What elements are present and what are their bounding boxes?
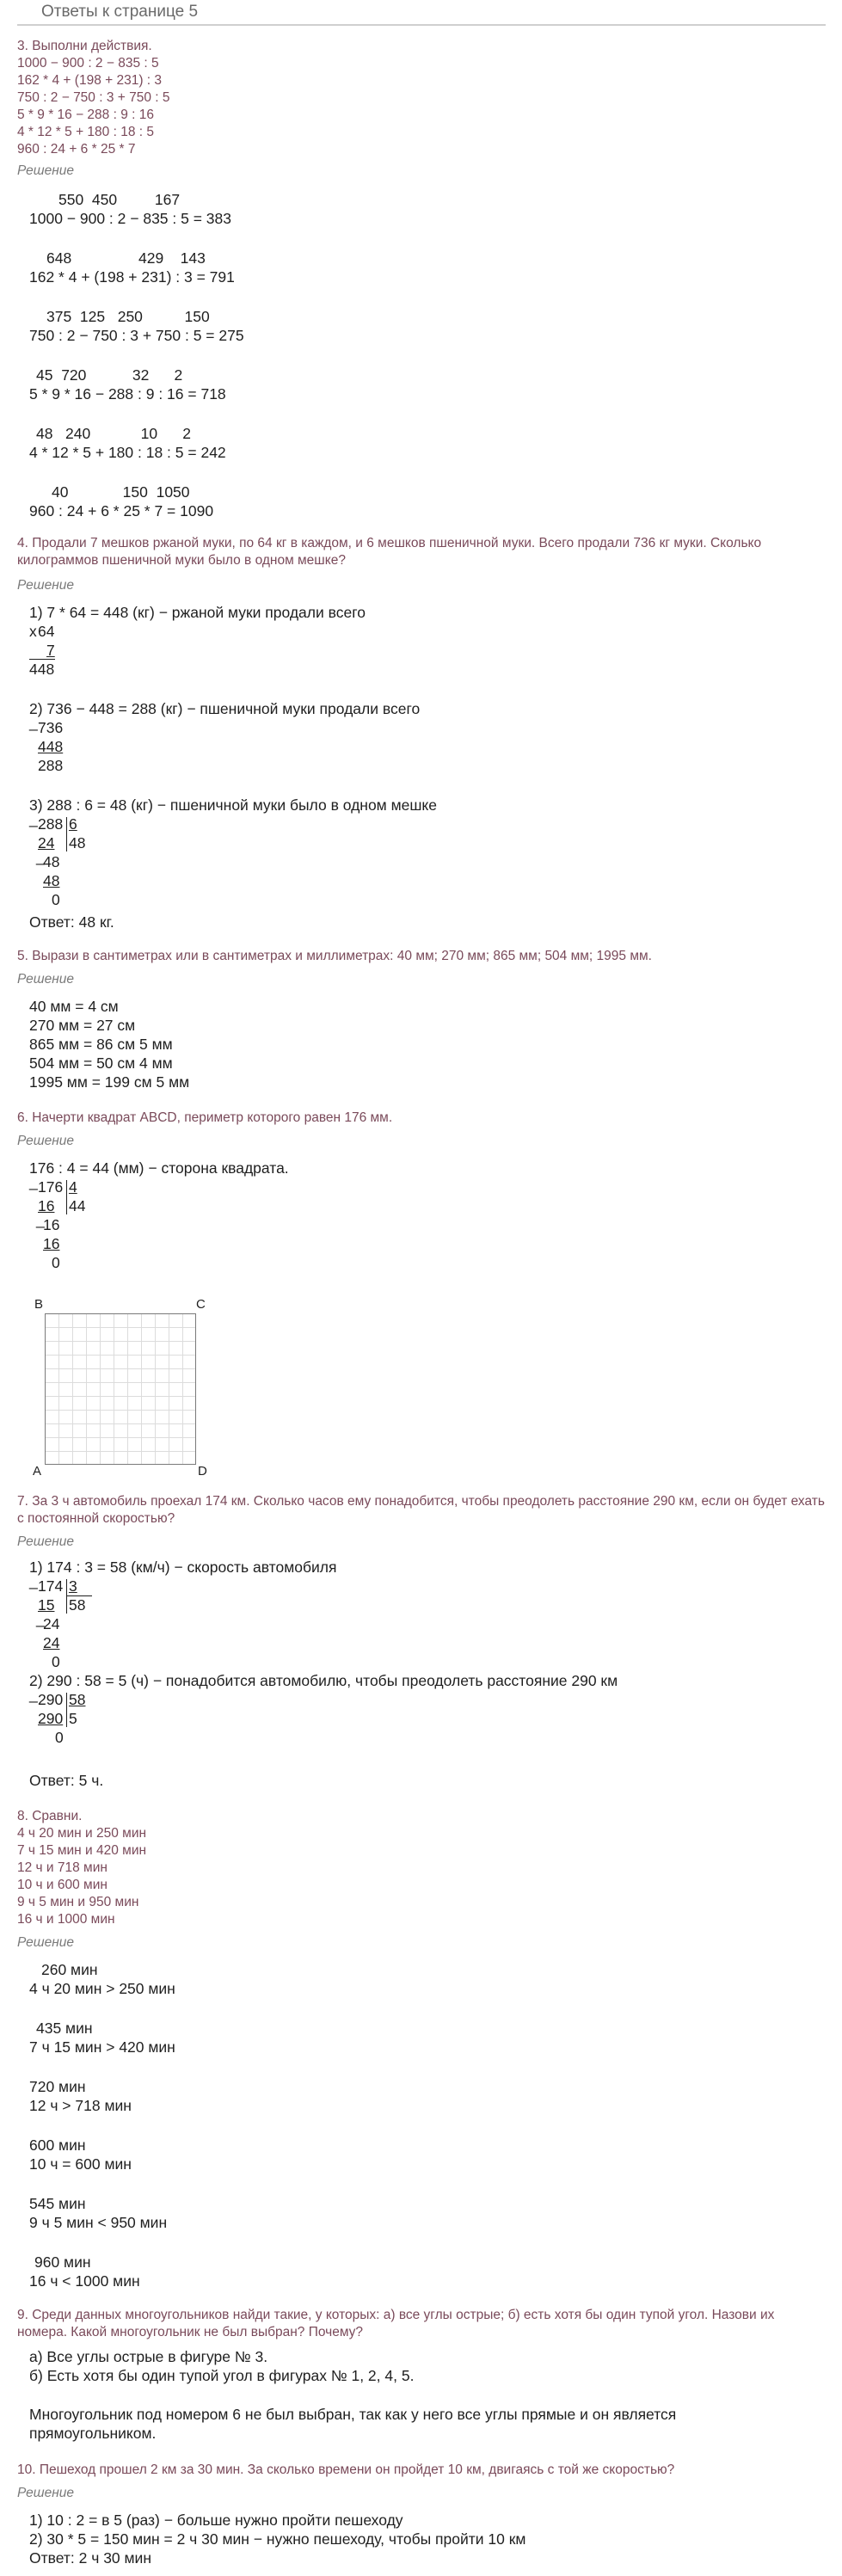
div-minus: _ [36, 1610, 45, 1627]
div-quotient: 5 [69, 1710, 77, 1727]
task-3-line: 960 : 24 + 6 * 25 * 7 [17, 142, 136, 157]
step-1: 176 : 4 = 44 (мм) − сторона квадрата. [29, 1159, 289, 1177]
expr-equation: 162 * 4 + (198 + 231) : 3 = 791 [29, 268, 235, 286]
comparison-conversion: 545 мин [29, 2195, 86, 2212]
explanation: Многоугольник под номером 6 не был выбран, так как у него все углы прямые и он является прямоугольником. [29, 2406, 677, 2442]
solution-label: Решение [17, 1935, 75, 1950]
task-8-line: 9 ч 5 мин и 950 мин [17, 1895, 139, 1909]
solution-label: Решение [17, 972, 75, 987]
step-1: 1) 10 : 2 = в 5 (раз) − больше нужно пройти пешеходу [29, 2511, 403, 2529]
solution-label: Решение [17, 578, 75, 593]
div-minus: _ [29, 1173, 38, 1190]
expr-steps: 648 429 143 [46, 249, 206, 267]
conversion: 270 мм = 27 см [29, 1017, 136, 1034]
task-8-line: 4 ч 20 мин и 250 мин [17, 1826, 147, 1841]
comparison-conversion: 720 мин [29, 2078, 86, 2095]
div-divisor: 6 [69, 815, 77, 833]
div-final-remainder: 0 [55, 1729, 64, 1746]
mul-multiplier: 7 [46, 642, 55, 659]
task-7-title: 7. За 3 ч автомобиль проехал 174 км. Сколько часов ему понадобится, чтобы преодолеть расстояние 290 км, если он будет ехать с постоянной скоростью? [17, 1494, 825, 1526]
task-3-line: 1000 − 900 : 2 − 835 : 5 [17, 56, 159, 71]
task-8-line: 16 ч и 1000 мин [17, 1912, 115, 1927]
div-minus: _ [29, 1572, 38, 1589]
answer: Ответ: 5 ч. [29, 1772, 104, 1789]
comparison: 12 ч > 718 мин [29, 2097, 132, 2114]
task-8-line: 10 ч и 600 мин [17, 1878, 108, 1892]
answer-a: а) Все углы острые в фигуре № 3. [29, 2348, 268, 2365]
expr-equation: 960 : 24 + 6 * 25 * 7 = 1090 [29, 502, 214, 520]
vertex-c: C [196, 1297, 206, 1312]
expr-equation: 1000 − 900 : 2 − 835 : 5 = 383 [29, 210, 231, 227]
vertex-a: A [33, 1464, 42, 1479]
header-divider [17, 24, 826, 26]
task-3-line: 5 * 9 * 16 − 288 : 9 : 16 [17, 108, 154, 122]
div-partial: 48 [43, 872, 60, 889]
vertex-d: D [198, 1464, 207, 1479]
step-2: 2) 290 : 58 = 5 (ч) − понадобится автомобилю, чтобы преодолеть расстояние 290 км [29, 1672, 618, 1689]
task-4-title: 4. Продали 7 мешков ржаной муки, по 64 кг в каждом, и 6 мешков пшеничной муки. Всего продали 736 кг муки. Сколько килограммов пшеничной муки было в одном мешке? [17, 536, 762, 568]
div-partial: 16 [43, 1235, 60, 1252]
comparison: 10 ч = 600 мин [29, 2155, 132, 2173]
solution-label: Решение [17, 1134, 75, 1148]
sub-result: 288 [38, 757, 64, 774]
div-remainder: 48 [43, 853, 60, 870]
mul-multiplicand: 64 [38, 623, 55, 640]
task-5-title: 5. Вырази в сантиметрах или в сантиметрах и миллиметрах: 40 мм; 270 мм; 865 мм; 504 мм; 1995 мм. [17, 949, 652, 963]
div-final-remainder: 0 [52, 1254, 60, 1271]
task-9-title: 9. Среди данных многоугольников найди такие, у которых: а) все углы острые; б) есть хотя бы один тупой угол. Назови их номера. Какой многоугольник не был выбран? Почему? [17, 2308, 775, 2339]
answer: Ответ: 48 кг. [29, 913, 114, 931]
div-dividend: 288 [38, 815, 64, 833]
step-2: 2) 30 * 5 = 150 мин = 2 ч 30 мин − нужно пешеходу, чтобы пройти 10 км [29, 2530, 526, 2548]
div-quotient: 44 [69, 1197, 86, 1214]
div-partial: 24 [43, 1634, 60, 1651]
task-10-title: 10. Пешеход прошел 2 км за 30 мин. За сколько времени он пройдет 10 км, двигаясь с той же скоростью? [17, 2462, 675, 2477]
div-final-remainder: 0 [52, 891, 60, 908]
task-6-title: 6. Начерти квадрат ABCD, периметр которого равен 176 мм. [17, 1110, 393, 1125]
div-partial: 15 [38, 1596, 55, 1614]
conversion: 1995 мм = 199 см 5 мм [29, 1073, 190, 1091]
div-dividend: 176 [38, 1178, 64, 1196]
div-divisor: 4 [69, 1178, 77, 1196]
conversion: 865 мм = 86 см 5 мм [29, 1036, 173, 1053]
expr-equation: 4 * 12 * 5 + 180 : 18 : 5 = 242 [29, 444, 226, 461]
div-bar [66, 817, 67, 851]
conversion: 40 мм = 4 см [29, 998, 119, 1015]
div-partial: 24 [38, 834, 55, 851]
div-minus: _ [36, 848, 45, 865]
div-divisor: 58 [69, 1691, 86, 1708]
div-final-remainder: 0 [52, 1653, 60, 1670]
comparison-conversion: 600 мин [29, 2136, 86, 2154]
comparison: 9 ч 5 мин < 950 мин [29, 2214, 168, 2231]
answer: Ответ: 2 ч 30 мин [29, 2549, 151, 2567]
div-bar [66, 1579, 67, 1614]
comparison: 7 ч 15 мин > 420 мин [29, 2038, 175, 2056]
task-3-line: 4 * 12 * 5 + 180 : 18 : 5 [17, 125, 154, 139]
square-abcd [45, 1313, 196, 1465]
expr-equation: 750 : 2 − 750 : 3 + 750 : 5 = 275 [29, 327, 244, 344]
expr-equation: 5 * 9 * 16 − 288 : 9 : 16 = 718 [29, 385, 226, 403]
div-quotient: 58 [69, 1596, 86, 1614]
solution-label: Решение [17, 1534, 75, 1549]
expr-steps: 40 150 1050 [52, 483, 190, 501]
sub-subtrahend: 448 [38, 738, 64, 755]
task-3-title: 3. Выполни действия. [17, 39, 152, 53]
task-3-line: 162 * 4 + (198 + 231) : 3 [17, 73, 163, 88]
div-bar [66, 1180, 67, 1214]
comparison: 4 ч 20 мин > 250 мин [29, 1980, 175, 1997]
comparison: 16 ч < 1000 мин [29, 2272, 140, 2290]
expr-steps: 550 450 167 [58, 191, 181, 208]
expr-steps: 45 720 32 2 [36, 366, 183, 384]
conversion: 504 мм = 50 см 4 мм [29, 1054, 173, 1072]
div-bar [66, 1693, 67, 1727]
div-dividend: 174 [38, 1577, 64, 1595]
vertex-b: B [34, 1297, 44, 1312]
page-title: Ответы к странице 5 [41, 3, 199, 21]
solution-label: Решение [17, 2486, 75, 2500]
comparison-conversion: 435 мин [36, 2020, 93, 2037]
task-8-line: 12 ч и 718 мин [17, 1860, 108, 1875]
mul-sign: x [29, 623, 37, 640]
task-3-line: 750 : 2 − 750 : 3 + 750 : 5 [17, 90, 170, 105]
div-remainder: 24 [43, 1615, 60, 1632]
div-minus: _ [29, 810, 38, 827]
sub-minuend: 736 [38, 719, 64, 736]
step-1: 1) 7 * 64 = 448 (кг) − ржаной муки продали всего [29, 604, 366, 621]
expr-steps: 48 240 10 2 [36, 425, 191, 442]
comparison-conversion: 960 мин [34, 2253, 91, 2271]
div-minus: _ [36, 1211, 45, 1228]
div-quotient: 48 [69, 834, 86, 851]
div-partial: 16 [38, 1197, 55, 1214]
step-3: 3) 288 : 6 = 48 (кг) − пшеничной муки было в одном мешке [29, 796, 437, 814]
page-header [0, 0, 842, 26]
sub-minus: _ [29, 714, 38, 731]
answer-b: б) Есть хотя бы один тупой угол в фигурах № 1, 2, 4, 5. [29, 2367, 415, 2384]
task-8-title: 8. Сравни. [17, 1809, 83, 1823]
mul-underline [29, 659, 55, 660]
div-remainder: 16 [43, 1216, 60, 1233]
div-minus: _ [29, 1686, 38, 1703]
expr-steps: 375 125 250 150 [46, 308, 210, 325]
step-2: 2) 736 − 448 = 288 (кг) − пшеничной муки продали всего [29, 700, 421, 717]
div-divisor: 3 [69, 1577, 77, 1595]
div-dividend: 290 [38, 1691, 64, 1708]
solution-label: Решение [17, 163, 75, 178]
comparison-conversion: 260 мин [41, 1961, 98, 1978]
div-partial: 290 [38, 1710, 64, 1727]
step-1: 1) 174 : 3 = 58 (км/ч) − скорость автомобиля [29, 1559, 337, 1576]
task-8-line: 7 ч 15 мин и 420 мин [17, 1843, 147, 1858]
mul-result: 448 [29, 661, 55, 678]
